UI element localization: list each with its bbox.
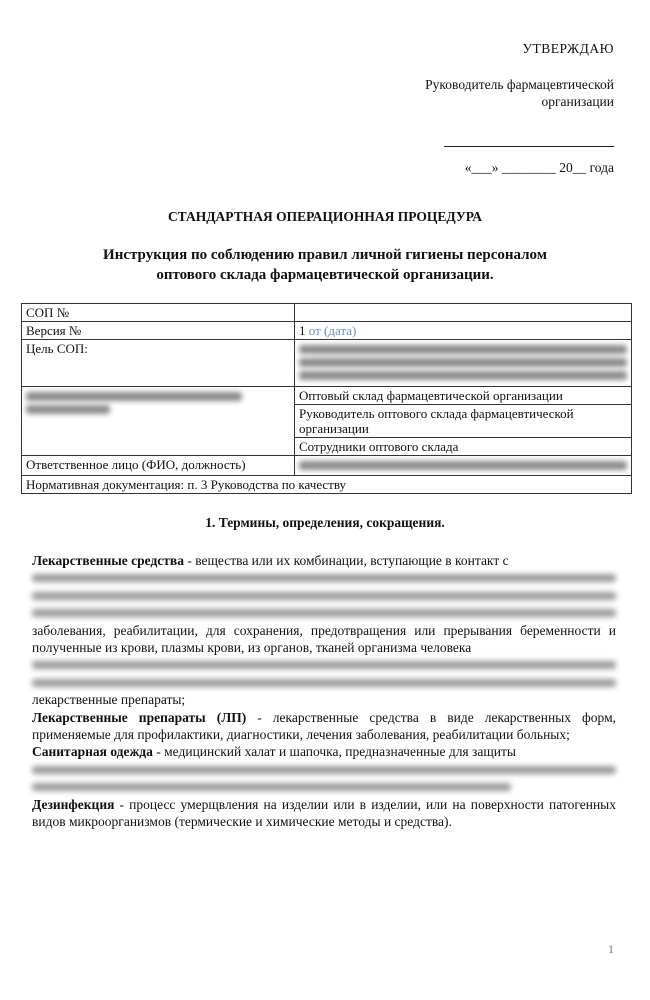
goal-label: Цель СОП: <box>22 340 295 387</box>
definition-medicines <box>32 552 616 569</box>
responsible-value-redacted <box>295 456 632 476</box>
definition-disinfection-text: - процесс умерщвления на изделии или в изделии, или на поверхности патогенных видов микроорганизмов (термические и химические методы и средства). <box>32 796 616 829</box>
redacted-line <box>32 761 616 778</box>
approval-title: УТВЕРЖДАЮ <box>522 41 614 56</box>
version-value <box>295 322 632 340</box>
table-row <box>22 456 632 476</box>
definition-medicines-start: - вещества или их комбинации, вступающие в контакт с <box>183 553 509 568</box>
document-title <box>40 245 610 285</box>
redacted-line <box>26 405 110 414</box>
redacted-line <box>299 358 627 367</box>
version-label: Версия № <box>22 322 295 340</box>
approval-position-line2: организации <box>541 94 614 109</box>
definition-drugs <box>32 709 616 744</box>
table-row <box>22 322 632 340</box>
definition-medicines-end: лекарственные препараты; <box>32 692 186 708</box>
users-value-2: Сотрудники оптового склада <box>295 438 632 456</box>
document-type-heading: СТАНДАРТНАЯ ОПЕРАЦИОННАЯ ПРОЦЕДУРА <box>167 209 483 224</box>
version-number: 1 <box>299 323 306 338</box>
term-drugs: Лекарственные препараты (ЛП) <box>32 709 247 725</box>
table-row <box>22 340 632 387</box>
approval-position-line1: Руководитель фармацевтической <box>425 77 614 92</box>
table-row <box>22 476 632 494</box>
table-row <box>22 387 632 405</box>
term-disinfection: Дезинфекция <box>32 796 115 812</box>
redacted-line <box>32 569 616 586</box>
version-date: от (дата) <box>308 323 357 338</box>
approval-date-line: «___» ________ 20__ года <box>464 160 614 175</box>
redacted-line <box>32 656 616 673</box>
redacted-line <box>32 778 616 795</box>
redacted-line <box>26 392 242 401</box>
term-sanitary-clothing: Санитарная одежда <box>32 744 153 760</box>
redacted-line <box>32 604 616 621</box>
sop-info-table <box>21 303 632 494</box>
redacted-line <box>32 674 616 691</box>
redacted-line <box>32 587 616 604</box>
definition-sanitary-clothing <box>32 743 616 760</box>
page-number: 1 <box>608 942 614 956</box>
section-heading: 1. Термины, определения, сокращения. <box>205 515 445 530</box>
sop-number-value <box>295 304 632 322</box>
sop-number-label: СОП № <box>22 304 295 322</box>
department-label-redacted <box>22 387 295 456</box>
redacted-line <box>299 461 627 470</box>
normative-docs: Нормативная документация: п. 3 Руководства по качеству <box>22 476 632 494</box>
users-value-1: Руководитель оптового склада фармацевтической организации <box>295 405 632 438</box>
definitions-body <box>32 552 616 830</box>
redacted-line <box>299 345 627 354</box>
definition-drugs-text: - лекарственные средства в виде лекарственных форм, применяемые для профилактики, диагностики, лечения заболевания, реабилитации больных; <box>32 709 616 742</box>
goal-value-redacted <box>295 340 632 387</box>
document-title-line1: Инструкция по соблюдению правил личной гигиены персоналом <box>103 247 547 263</box>
redacted-line <box>299 371 627 380</box>
signature-line <box>444 146 614 147</box>
department-value: Оптовый склад фармацевтической организации <box>295 387 632 405</box>
term-medicines: Лекарственные средства <box>32 553 184 568</box>
definition-sanitary-clothing-text: - медицинский халат и шапочка, предназначенные для защиты <box>152 744 516 760</box>
approval-block <box>374 40 614 176</box>
definition-disinfection <box>32 796 616 831</box>
table-row <box>22 304 632 322</box>
document-title-line2: оптового склада фармацевтической организации. <box>156 267 494 283</box>
definition-medicines-mid: заболевания, реабилитации, для сохранения, предотвращения или прерывания беременности и полученные из крови, плазмы крови, из органов, тканей организма человека <box>32 622 616 655</box>
responsible-label: Ответственное лицо (ФИО, должность) <box>22 456 295 476</box>
